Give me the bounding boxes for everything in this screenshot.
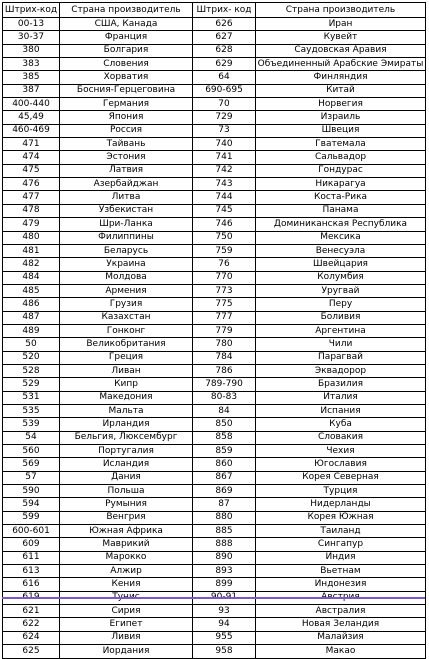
cell-country-left: Украина bbox=[60, 258, 193, 271]
cell-country-right: Вьетнам bbox=[256, 565, 426, 578]
cell-code-left: 590 bbox=[3, 485, 60, 498]
cell-country-right: Сингапур bbox=[256, 538, 426, 551]
cell-country-left: Франция bbox=[60, 31, 193, 44]
cell-code-right: 94 bbox=[193, 618, 256, 631]
cell-code-left: 613 bbox=[3, 565, 60, 578]
cell-country-left: Япония bbox=[60, 111, 193, 124]
cell-country-right: Индонезия bbox=[256, 578, 426, 591]
table-row bbox=[3, 324, 426, 337]
cell-country-left: Молдова bbox=[60, 271, 193, 284]
cell-code-left: 594 bbox=[3, 498, 60, 511]
table-row bbox=[3, 364, 426, 377]
table-row bbox=[3, 111, 426, 124]
cell-country-right: Таиланд bbox=[256, 525, 426, 538]
table-row bbox=[3, 485, 426, 498]
cell-country-right: Куба bbox=[256, 418, 426, 431]
cell-country-right: Саудовская Аравия bbox=[256, 44, 426, 57]
cell-country-right: Швеция bbox=[256, 124, 426, 137]
cell-country-right: Норвегия bbox=[256, 98, 426, 111]
cell-country-left: Македония bbox=[60, 391, 193, 404]
cell-country-right: Перу bbox=[256, 298, 426, 311]
cell-code-right: 84 bbox=[193, 404, 256, 417]
barcode-country-sheet bbox=[2, 2, 426, 659]
cell-code-right: 70 bbox=[193, 98, 256, 111]
cell-country-right: Аргентина bbox=[256, 324, 426, 337]
table-row bbox=[3, 471, 426, 484]
cell-code-left: 478 bbox=[3, 204, 60, 217]
table-row bbox=[3, 618, 426, 631]
table-row bbox=[3, 164, 426, 177]
cell-code-left: 479 bbox=[3, 218, 60, 231]
cell-country-left: Иордания bbox=[60, 645, 193, 658]
cell-country-right: Словакия bbox=[256, 431, 426, 444]
cell-code-right: 87 bbox=[193, 498, 256, 511]
cell-country-left: Филиппины bbox=[60, 231, 193, 244]
table-row bbox=[3, 151, 426, 164]
cell-country-left: Маврикий bbox=[60, 538, 193, 551]
cell-code-right: 745 bbox=[193, 204, 256, 217]
table-row bbox=[3, 578, 426, 591]
cell-code-left: 474 bbox=[3, 151, 60, 164]
table-row bbox=[3, 298, 426, 311]
cell-country-left: Эстония bbox=[60, 151, 193, 164]
cell-code-right: 789-790 bbox=[193, 378, 256, 391]
table-row bbox=[3, 565, 426, 578]
cell-country-left: Румыния bbox=[60, 498, 193, 511]
cell-country-right: Панама bbox=[256, 204, 426, 217]
cell-country-right: Италия bbox=[256, 391, 426, 404]
table-header bbox=[3, 3, 426, 18]
table-row bbox=[3, 458, 426, 471]
cell-code-left: 460-469 bbox=[3, 124, 60, 137]
table-row bbox=[3, 418, 426, 431]
cell-code-right: 750 bbox=[193, 231, 256, 244]
cell-code-left: 520 bbox=[3, 351, 60, 364]
cell-country-right: Индия bbox=[256, 551, 426, 564]
cell-code-left: 560 bbox=[3, 445, 60, 458]
cell-code-right: 955 bbox=[193, 631, 256, 644]
table-row bbox=[3, 284, 426, 297]
cell-country-left: Латвия bbox=[60, 164, 193, 177]
cell-country-left: Кения bbox=[60, 578, 193, 591]
table-row bbox=[3, 31, 426, 44]
cell-code-left: 00-13 bbox=[3, 18, 60, 31]
cell-code-right: 729 bbox=[193, 111, 256, 124]
cell-country-left: Словения bbox=[60, 58, 193, 71]
table-row bbox=[3, 98, 426, 111]
cell-code-right: 858 bbox=[193, 431, 256, 444]
cell-code-right: 773 bbox=[193, 284, 256, 297]
cell-code-right: 786 bbox=[193, 364, 256, 377]
cell-country-right: Гватемала bbox=[256, 138, 426, 151]
cell-code-left: 400-440 bbox=[3, 98, 60, 111]
table-row bbox=[3, 218, 426, 231]
cell-country-left: Польша bbox=[60, 485, 193, 498]
cell-country-left: Шри-Ланка bbox=[60, 218, 193, 231]
table-row bbox=[3, 258, 426, 271]
cell-code-left: 387 bbox=[3, 84, 60, 97]
cell-code-left: 569 bbox=[3, 458, 60, 471]
cell-country-left: Исландия bbox=[60, 458, 193, 471]
cell-country-left: Болгария bbox=[60, 44, 193, 57]
cell-country-right: Корея Северная bbox=[256, 471, 426, 484]
cell-code-right: 859 bbox=[193, 445, 256, 458]
cell-country-right: Малайзия bbox=[256, 631, 426, 644]
cell-code-right: 958 bbox=[193, 645, 256, 658]
cell-country-right: Объединенный Арабские Эмираты bbox=[256, 58, 426, 71]
cell-code-left: 486 bbox=[3, 298, 60, 311]
cell-code-left: 528 bbox=[3, 364, 60, 377]
cell-code-left: 476 bbox=[3, 178, 60, 191]
table-row bbox=[3, 338, 426, 351]
table-row bbox=[3, 391, 426, 404]
cell-code-right: 850 bbox=[193, 418, 256, 431]
cell-code-right: 76 bbox=[193, 258, 256, 271]
cell-country-right: Сальвадор bbox=[256, 151, 426, 164]
cell-country-left: Тайвань bbox=[60, 138, 193, 151]
cell-code-left: 599 bbox=[3, 511, 60, 524]
cell-code-right: 740 bbox=[193, 138, 256, 151]
cell-code-left: 477 bbox=[3, 191, 60, 204]
cell-code-left: 625 bbox=[3, 645, 60, 658]
cell-country-left: Ирландия bbox=[60, 418, 193, 431]
cell-code-right: 746 bbox=[193, 218, 256, 231]
cell-country-right: Финляндия bbox=[256, 71, 426, 84]
table-row bbox=[3, 311, 426, 324]
table-row bbox=[3, 71, 426, 84]
cell-code-right: 80-83 bbox=[193, 391, 256, 404]
cell-code-right: 743 bbox=[193, 178, 256, 191]
table-row bbox=[3, 231, 426, 244]
cell-country-left: Дания bbox=[60, 471, 193, 484]
cell-code-right: 779 bbox=[193, 324, 256, 337]
cell-code-right: 880 bbox=[193, 511, 256, 524]
cell-code-left: 54 bbox=[3, 431, 60, 444]
cell-code-left: 535 bbox=[3, 404, 60, 417]
cell-code-left: 624 bbox=[3, 631, 60, 644]
cell-code-right: 777 bbox=[193, 311, 256, 324]
cell-country-right: Турция bbox=[256, 485, 426, 498]
table-row bbox=[3, 84, 426, 97]
table-row bbox=[3, 204, 426, 217]
cell-code-left: 475 bbox=[3, 164, 60, 177]
cell-country-right: Коста-Рика bbox=[256, 191, 426, 204]
cell-code-left: 531 bbox=[3, 391, 60, 404]
cell-code-left: 485 bbox=[3, 284, 60, 297]
cell-country-left: Египет bbox=[60, 618, 193, 631]
cell-code-left: 609 bbox=[3, 538, 60, 551]
cell-code-right: 890 bbox=[193, 551, 256, 564]
cell-code-right: 744 bbox=[193, 191, 256, 204]
cell-country-left: Греция bbox=[60, 351, 193, 364]
table-row bbox=[3, 44, 426, 57]
table-row bbox=[3, 271, 426, 284]
cell-country-left: Ливан bbox=[60, 364, 193, 377]
cell-country-left: Великобритания bbox=[60, 338, 193, 351]
table-row bbox=[3, 404, 426, 417]
cell-code-right: 64 bbox=[193, 71, 256, 84]
table-row bbox=[3, 178, 426, 191]
table-row bbox=[3, 58, 426, 71]
cell-country-left: Марокко bbox=[60, 551, 193, 564]
cell-code-right: 741 bbox=[193, 151, 256, 164]
cell-country-left: Ливия bbox=[60, 631, 193, 644]
cell-country-right: Венесуэла bbox=[256, 244, 426, 257]
cell-code-left: 489 bbox=[3, 324, 60, 337]
cell-country-right: Корея Южная bbox=[256, 511, 426, 524]
cell-code-left: 621 bbox=[3, 605, 60, 618]
table-row bbox=[3, 498, 426, 511]
table-row bbox=[3, 551, 426, 564]
cell-country-right: Нидерланды bbox=[256, 498, 426, 511]
cell-code-left: 30-37 bbox=[3, 31, 60, 44]
cell-code-left: 529 bbox=[3, 378, 60, 391]
cell-country-right: Чили bbox=[256, 338, 426, 351]
cell-country-right: Кувейт bbox=[256, 31, 426, 44]
cell-code-right: 770 bbox=[193, 271, 256, 284]
cell-code-right: 899 bbox=[193, 578, 256, 591]
cell-country-right: Доминиканская Республика bbox=[256, 218, 426, 231]
header-row bbox=[3, 3, 426, 18]
cell-code-right: 690-695 bbox=[193, 84, 256, 97]
cell-code-right: 867 bbox=[193, 471, 256, 484]
cell-country-left: Босния-Герцеговина bbox=[60, 84, 193, 97]
cell-country-right: Израиль bbox=[256, 111, 426, 124]
cell-country-right: Швейцария bbox=[256, 258, 426, 271]
cell-country-left: Азербайджан bbox=[60, 178, 193, 191]
cell-code-left: 616 bbox=[3, 578, 60, 591]
cell-country-right: Гондурас bbox=[256, 164, 426, 177]
cell-country-right: Уругвай bbox=[256, 284, 426, 297]
cell-country-right: Австралия bbox=[256, 605, 426, 618]
cell-code-left: 471 bbox=[3, 138, 60, 151]
barcode-country-table bbox=[2, 2, 426, 659]
table-row bbox=[3, 538, 426, 551]
cell-country-left: Сирия bbox=[60, 605, 193, 618]
cell-code-right: 626 bbox=[193, 18, 256, 31]
cell-code-left: 611 bbox=[3, 551, 60, 564]
cell-country-left: Южная Африка bbox=[60, 525, 193, 538]
cell-country-right: Югославия bbox=[256, 458, 426, 471]
table-row bbox=[3, 191, 426, 204]
cell-code-right: 93 bbox=[193, 605, 256, 618]
cell-code-right: 629 bbox=[193, 58, 256, 71]
cell-country-right: Эквадорор bbox=[256, 364, 426, 377]
cell-code-right: 860 bbox=[193, 458, 256, 471]
cell-country-right: Колумбия bbox=[256, 271, 426, 284]
cell-country-left: Армения bbox=[60, 284, 193, 297]
cell-country-left: Гонконг bbox=[60, 324, 193, 337]
table-row bbox=[3, 605, 426, 618]
table-row bbox=[3, 351, 426, 364]
cell-code-left: 622 bbox=[3, 618, 60, 631]
cell-code-left: 45,49 bbox=[3, 111, 60, 124]
cell-country-left: Россия bbox=[60, 124, 193, 137]
table-row bbox=[3, 244, 426, 257]
cell-code-left: 487 bbox=[3, 311, 60, 324]
accent-underline bbox=[2, 597, 425, 599]
cell-code-right: 742 bbox=[193, 164, 256, 177]
cell-code-right: 869 bbox=[193, 485, 256, 498]
cell-country-right: Испания bbox=[256, 404, 426, 417]
cell-code-left: 539 bbox=[3, 418, 60, 431]
cell-code-right: 780 bbox=[193, 338, 256, 351]
cell-code-left: 480 bbox=[3, 231, 60, 244]
table-row bbox=[3, 18, 426, 31]
cell-country-left: Германия bbox=[60, 98, 193, 111]
cell-country-left: Казахстан bbox=[60, 311, 193, 324]
cell-country-right: Боливия bbox=[256, 311, 426, 324]
cell-country-left: Кипр bbox=[60, 378, 193, 391]
table-row bbox=[3, 645, 426, 658]
cell-country-right: Мексика bbox=[256, 231, 426, 244]
cell-country-right: Парагвай bbox=[256, 351, 426, 364]
cell-country-left: Португалия bbox=[60, 445, 193, 458]
table-row bbox=[3, 124, 426, 137]
table-row bbox=[3, 431, 426, 444]
cell-country-left: Алжир bbox=[60, 565, 193, 578]
cell-code-right: 885 bbox=[193, 525, 256, 538]
cell-country-right: Чехия bbox=[256, 445, 426, 458]
header-country-left: Страна производитель bbox=[60, 3, 193, 18]
cell-country-right: Иран bbox=[256, 18, 426, 31]
cell-code-left: 383 bbox=[3, 58, 60, 71]
cell-code-left: 484 bbox=[3, 271, 60, 284]
cell-country-right: Китай bbox=[256, 84, 426, 97]
cell-code-left: 57 bbox=[3, 471, 60, 484]
cell-country-left: Хорватия bbox=[60, 71, 193, 84]
table-row bbox=[3, 138, 426, 151]
cell-code-right: 775 bbox=[193, 298, 256, 311]
table-row bbox=[3, 631, 426, 644]
cell-code-right: 759 bbox=[193, 244, 256, 257]
header-country-right: Страна производитель bbox=[256, 3, 426, 18]
cell-country-right: Макао bbox=[256, 645, 426, 658]
cell-code-right: 893 bbox=[193, 565, 256, 578]
cell-code-left: 482 bbox=[3, 258, 60, 271]
table-row bbox=[3, 525, 426, 538]
table-body bbox=[3, 18, 426, 659]
cell-code-left: 380 bbox=[3, 44, 60, 57]
cell-code-left: 600-601 bbox=[3, 525, 60, 538]
cell-country-left: Литва bbox=[60, 191, 193, 204]
cell-code-left: 385 bbox=[3, 71, 60, 84]
cell-country-left: США, Канада bbox=[60, 18, 193, 31]
cell-code-right: 888 bbox=[193, 538, 256, 551]
cell-country-right: Бразилия bbox=[256, 378, 426, 391]
table-row bbox=[3, 378, 426, 391]
cell-country-right: Новая Зеландия bbox=[256, 618, 426, 631]
cell-country-left: Беларусь bbox=[60, 244, 193, 257]
cell-country-left: Грузия bbox=[60, 298, 193, 311]
cell-country-left: Узбекистан bbox=[60, 204, 193, 217]
cell-country-left: Венгрия bbox=[60, 511, 193, 524]
cell-code-right: 784 bbox=[193, 351, 256, 364]
cell-code-right: 628 bbox=[193, 44, 256, 57]
table-row bbox=[3, 445, 426, 458]
cell-country-right: Никарагуа bbox=[256, 178, 426, 191]
cell-code-right: 627 bbox=[193, 31, 256, 44]
cell-code-right: 73 bbox=[193, 124, 256, 137]
cell-code-left: 481 bbox=[3, 244, 60, 257]
header-code-right: Штрих- код bbox=[193, 3, 256, 18]
cell-country-left: Мальта bbox=[60, 404, 193, 417]
cell-code-left: 50 bbox=[3, 338, 60, 351]
cell-country-left: Бельгия, Люксембург bbox=[60, 431, 193, 444]
table-row bbox=[3, 511, 426, 524]
header-code-left: Штрих-код bbox=[3, 3, 60, 18]
